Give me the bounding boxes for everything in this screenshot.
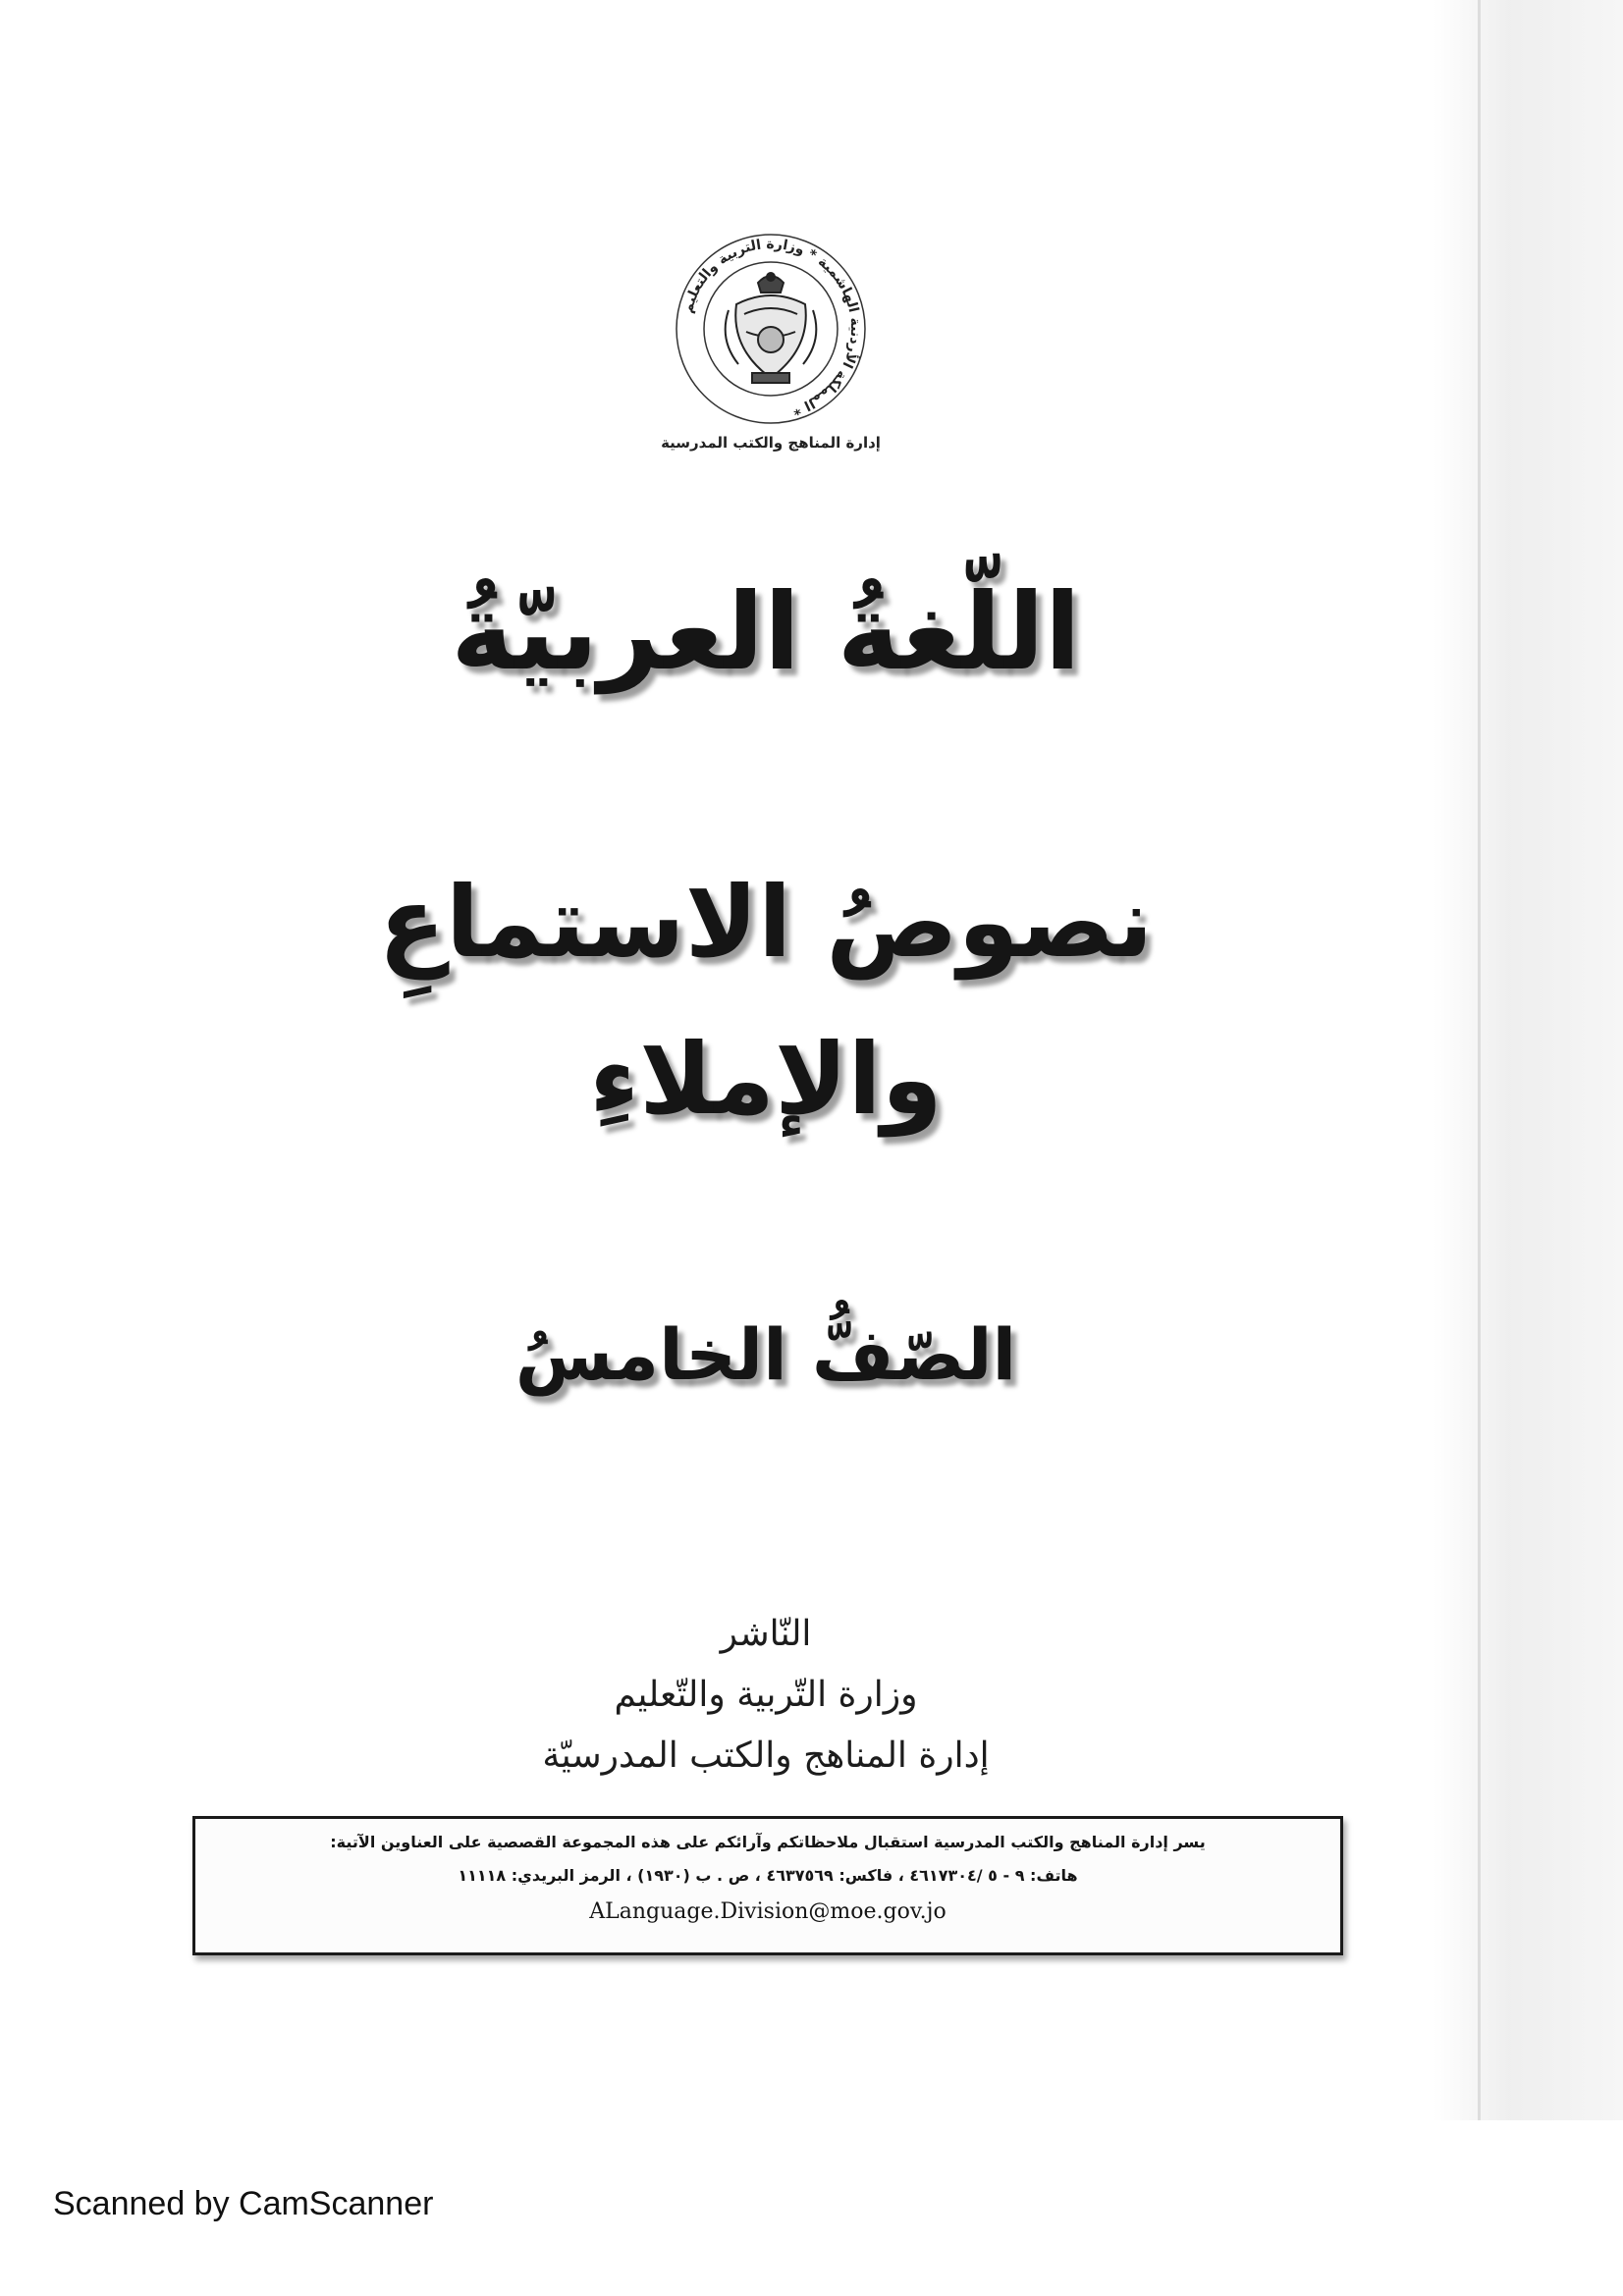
grade-label: الصّفُّ الخامسُ xyxy=(514,1313,1017,1396)
book-subtitle-line1: نصوصُ الاستماعِ xyxy=(378,865,1154,980)
emblem-ring-text: المملكة الأردنية الهاشمية * وزارة التربية والتعليم * xyxy=(679,236,864,418)
contact-phone-fax: هاتف: ٩ - ٥ /٤٦١٧٣٠٤ ، فاكس: ٤٦٣٧٥٦٩ ، ص . ب (١٩٣٠) ، الرمز البريدي: ١١١١٨ xyxy=(458,1866,1078,1885)
book-title: اللّغةُ العربيّةُ xyxy=(451,571,1081,694)
publisher-label: النّاشر xyxy=(720,1614,812,1654)
contact-intro: يسر إدارة المناهج والكتب المدرسية استقبال ملاحظاتكم وآرائكم على هذه المجموعة القصصية على العناوين الآتية: xyxy=(330,1833,1206,1851)
book-subtitle-line2: والإملاءِ xyxy=(589,1022,943,1137)
emblem-caption: إدارة المناهج والكتب المدرسية xyxy=(661,434,881,452)
publisher-department: إدارة المناهج والكتب المدرسيّة xyxy=(542,1735,990,1776)
contact-box xyxy=(192,1816,1343,1955)
jordan-crest-icon xyxy=(668,226,874,432)
publisher-ministry: وزارة التّربية والتّعليم xyxy=(614,1675,918,1715)
contact-email: ALanguage.Division@moe.gov.jo xyxy=(589,1899,947,1924)
camscanner-watermark: Scanned by CamScanner xyxy=(53,2185,434,2222)
